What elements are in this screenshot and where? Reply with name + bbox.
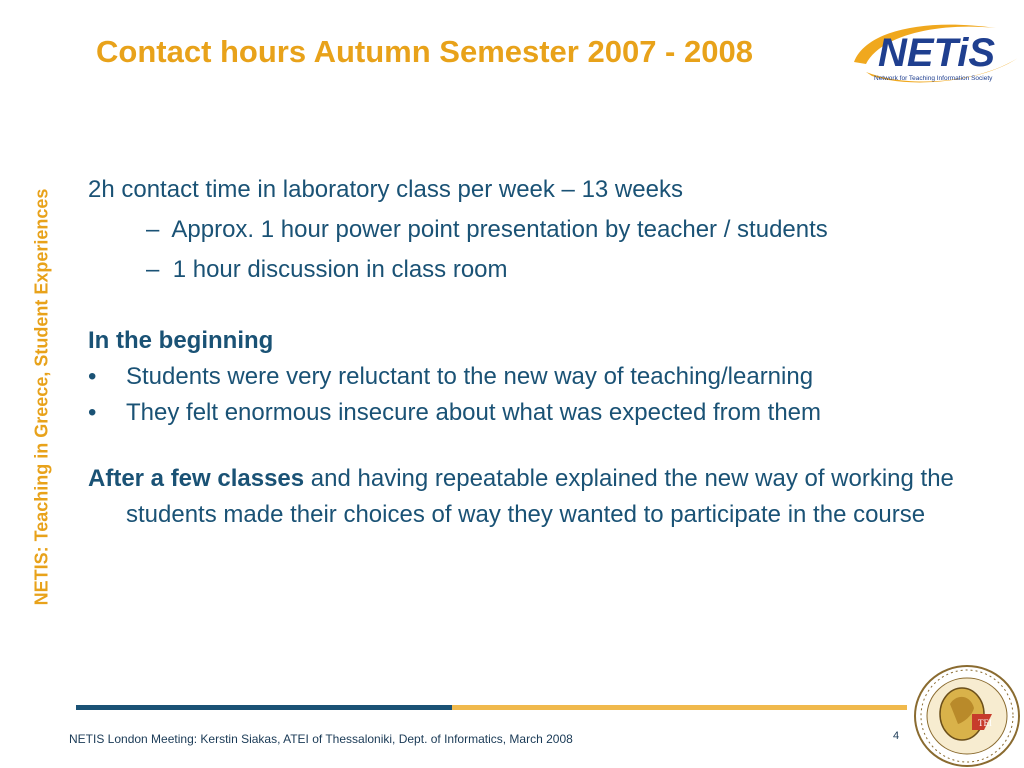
bullet-text: They felt enormous insecure about what was expected from them <box>126 399 822 426</box>
sub-item-text: Approx. 1 hour power point presentation by teacher / students <box>171 216 828 243</box>
after-classes-paragraph <box>88 461 978 533</box>
dash: – <box>146 256 160 283</box>
bullet-item <box>88 359 978 395</box>
sub-item <box>88 212 978 248</box>
university-seal <box>912 664 1022 768</box>
bullet-dot: • <box>88 399 97 426</box>
netis-logo <box>846 14 1024 96</box>
bullet-text: Students were very reluctant to the new way of teaching/learning <box>126 363 814 390</box>
bullet-dot: • <box>88 363 97 390</box>
logo-subtitle: Network for Teaching Information Society <box>874 75 993 82</box>
slide-title: Contact hours Autumn Semester 2007 - 2008 <box>96 34 753 69</box>
footer-text: NETIS London Meeting: Kerstin Siakas, ATEI of Thessaloniki, Dept. of Informatics, March 2008 <box>69 732 573 746</box>
side-caption: NETIS: Teaching in Greece, Student Experiences <box>31 188 52 606</box>
footer-bar-orange <box>452 705 907 710</box>
contact-time-line: 2h contact time in laboratory class per week – 13 weeks <box>88 176 683 203</box>
logo-name: NETiS <box>878 31 996 75</box>
page-number: 4 <box>893 730 900 742</box>
sub-item-text: 1 hour discussion in class room <box>172 256 508 283</box>
svg-text:TEI: TEI <box>978 718 992 728</box>
sub-item <box>88 252 978 288</box>
bullet-item <box>88 395 978 431</box>
slide-body <box>88 172 978 533</box>
para-text: and having repeatable explained the new way of working the students made their choices of way they wanted to participate in the course <box>126 465 954 528</box>
footer-bar-blue <box>76 705 452 710</box>
para-bold: After a few classes <box>88 465 305 492</box>
dash: – <box>146 216 160 243</box>
section-heading: In the beginning <box>88 327 274 354</box>
